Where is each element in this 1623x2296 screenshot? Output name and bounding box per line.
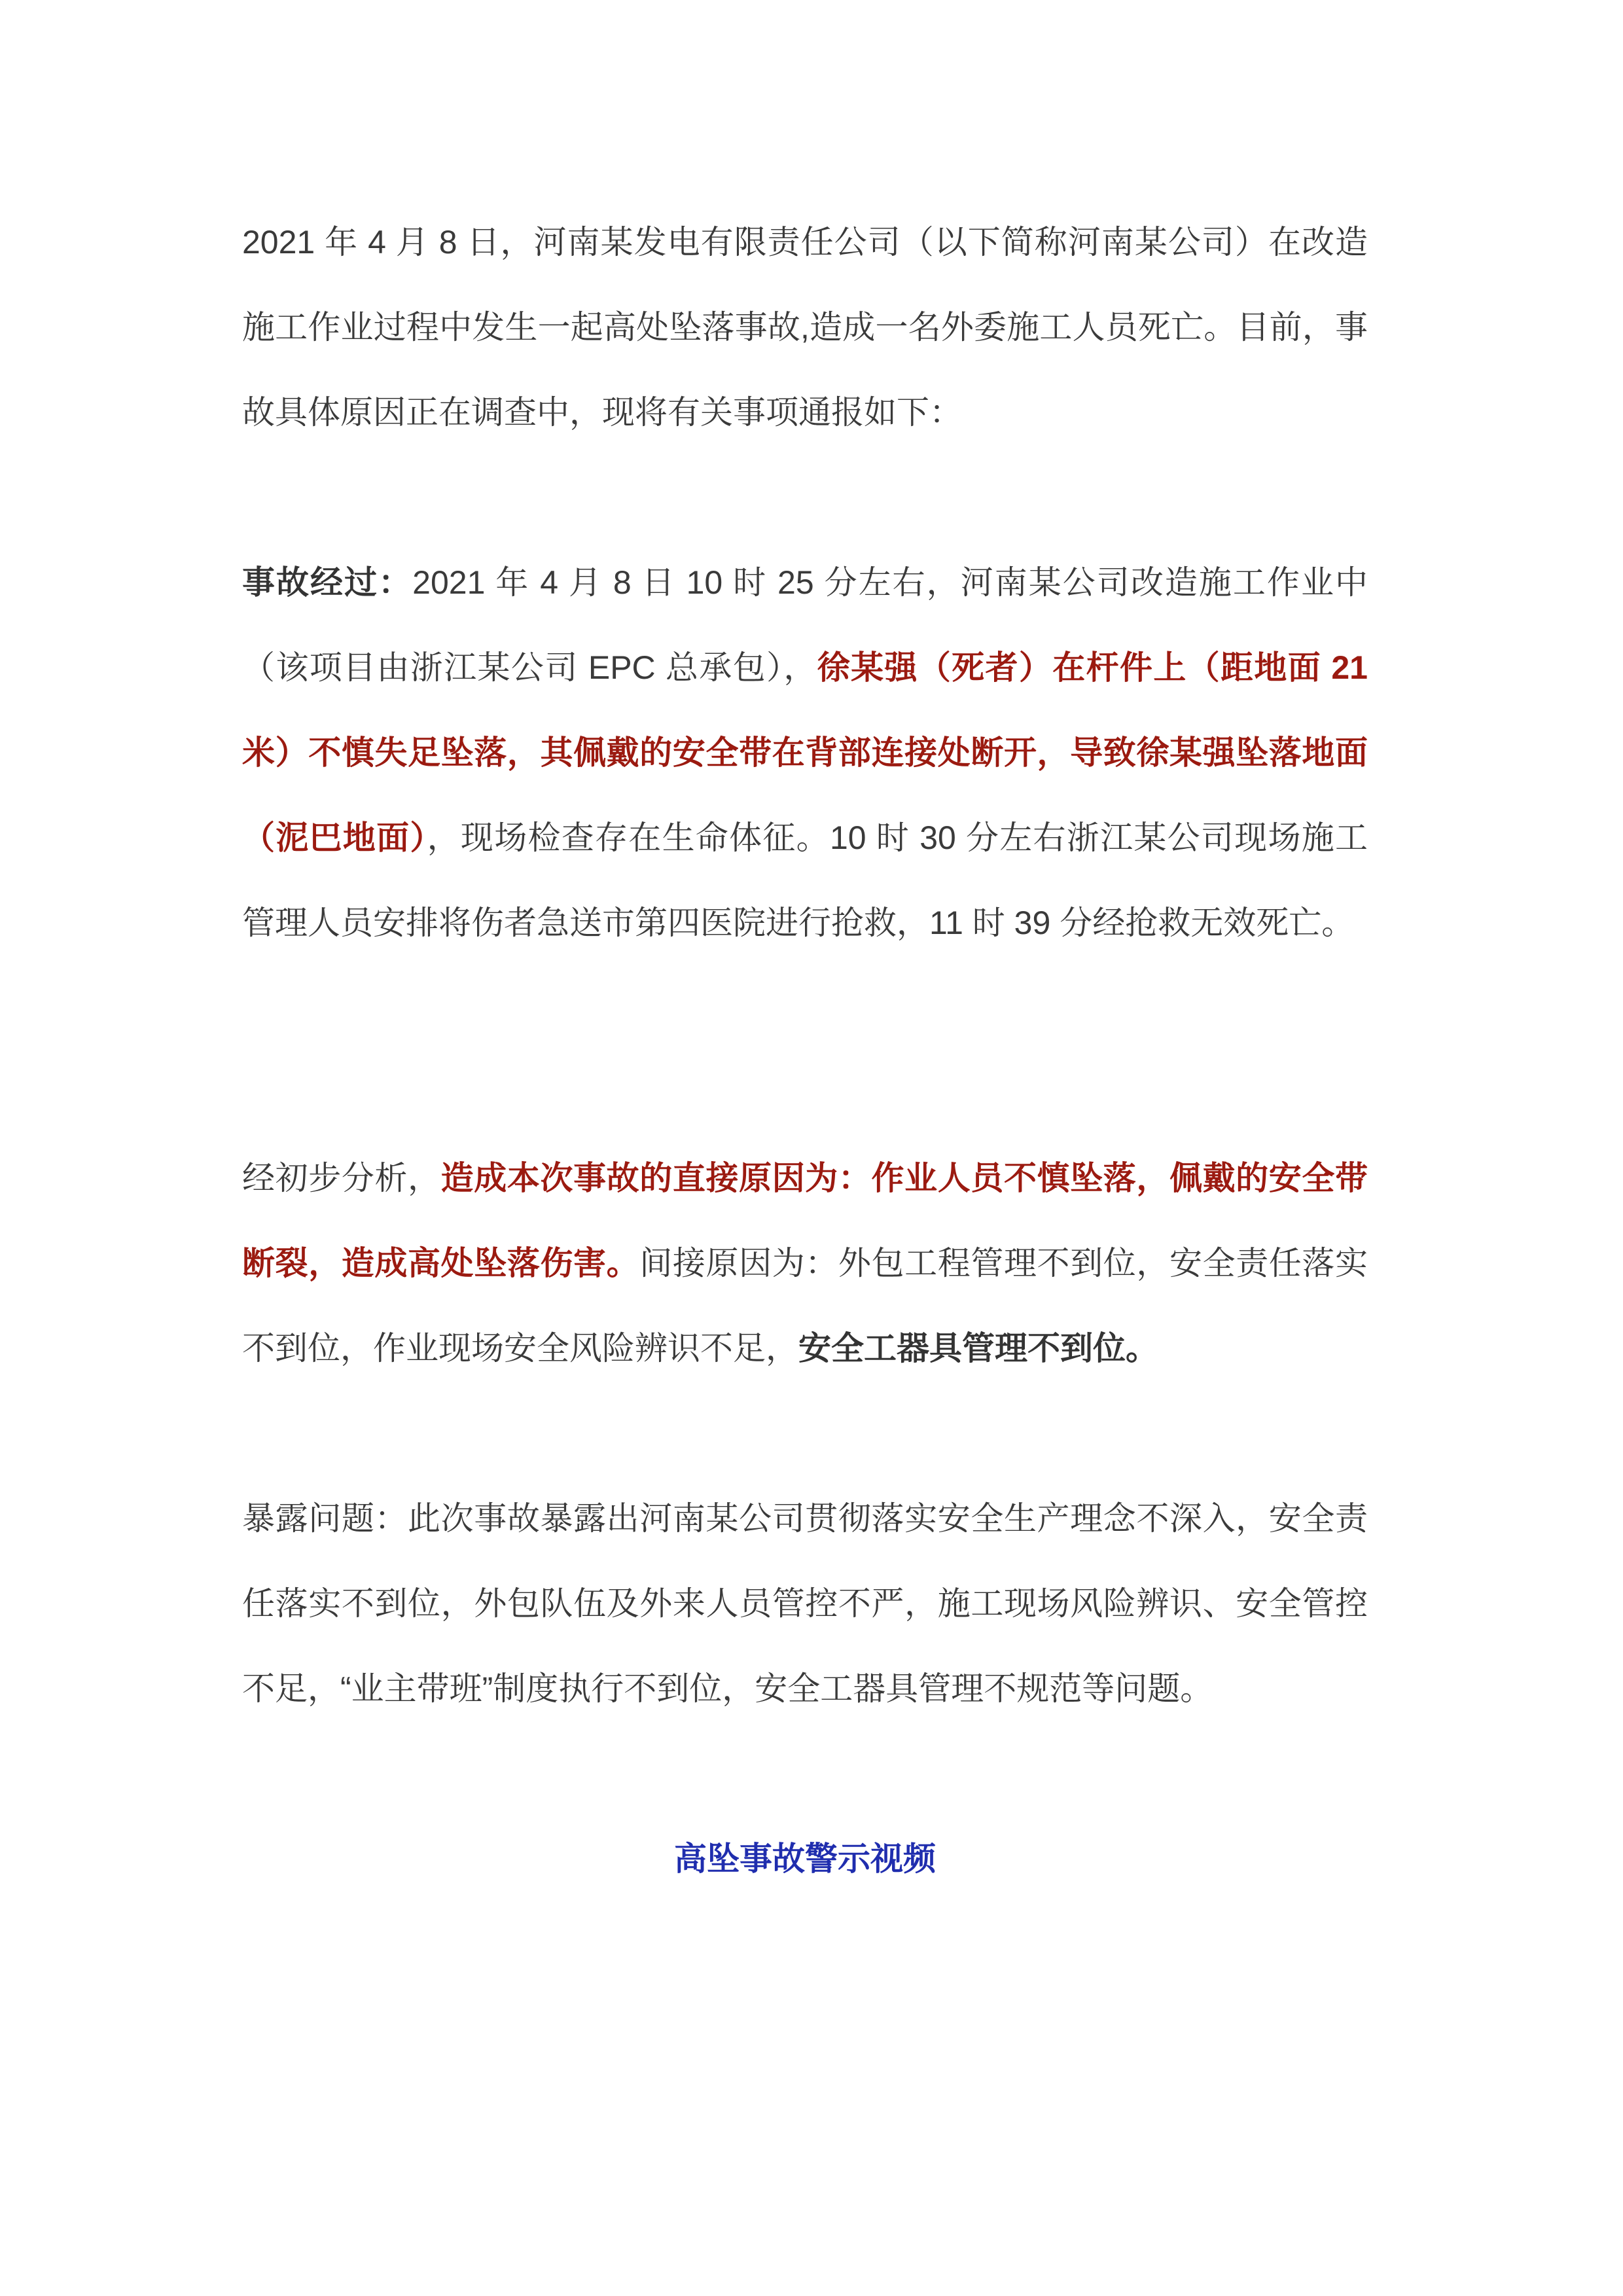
intro-text: 2021 年 4 月 8 日，河南某发电有限责任公司（以下简称河南某公司）在改造施工作业过程中发生一起高处坠落事故,造成一名外委施工人员死亡。目前，事故具体原因正在调查中，现将有关事项通报如下： bbox=[242, 224, 1368, 431]
video-link[interactable]: 高坠事故警示视频 bbox=[674, 1840, 936, 1877]
cause-analysis-text-1: 经初步分析， bbox=[242, 1160, 441, 1196]
incident-course-label: 事故经过： bbox=[242, 564, 413, 601]
cause-analysis-indirect-cause: 间接原因为：外包工程管理不到位，安全责任落实不到位，作业现场安全风险辨识不足， bbox=[242, 1245, 1368, 1367]
document-body bbox=[242, 200, 1368, 1901]
incident-course-emphasis: 徐某强（死者）在杆件上（距地面 21 米）不慎失足坠落，其佩戴的安全带在背部连接处断开，导致徐某强坠落地面（泥巴地面） bbox=[242, 649, 1368, 856]
cause-analysis-direct-cause: 造成本次事故的直接原因为：作业人员不慎坠落，佩戴的安全带断裂，造成高处坠落伤害。 bbox=[242, 1160, 1368, 1282]
paragraph-incident-course bbox=[242, 540, 1368, 965]
incident-course-text-2: ，现场检查存在生命体征。10 时 30 分左右浙江某公司现场施工管理人员安排将伤者急送市第四医院进行抢救，11 时 39 分经抢救无效死亡。 bbox=[242, 819, 1368, 941]
video-link-line bbox=[242, 1816, 1368, 1901]
paragraph-cause-analysis bbox=[242, 1136, 1368, 1391]
exposed-problems-text: 暴露问题：此次事故暴露出河南某公司贯彻落实安全生产理念不深入，安全责任落实不到位，外包队伍及外来人员管控不严，施工现场风险辨识、安全管控不足，“业主带班”制度执行不到位，安全工器具管理不规范等问题。 bbox=[242, 1500, 1368, 1707]
incident-course-text-1: 2021 年 4 月 8 日 10 时 25 分左右，河南某公司改造施工作业中（该项目由浙江某公司 EPC 总承包）， bbox=[242, 564, 1368, 686]
paragraph-intro bbox=[242, 200, 1368, 455]
cause-analysis-emphasis: 安全工器具管理不到位。 bbox=[798, 1330, 1158, 1367]
paragraph-exposed-problems bbox=[242, 1476, 1368, 1731]
